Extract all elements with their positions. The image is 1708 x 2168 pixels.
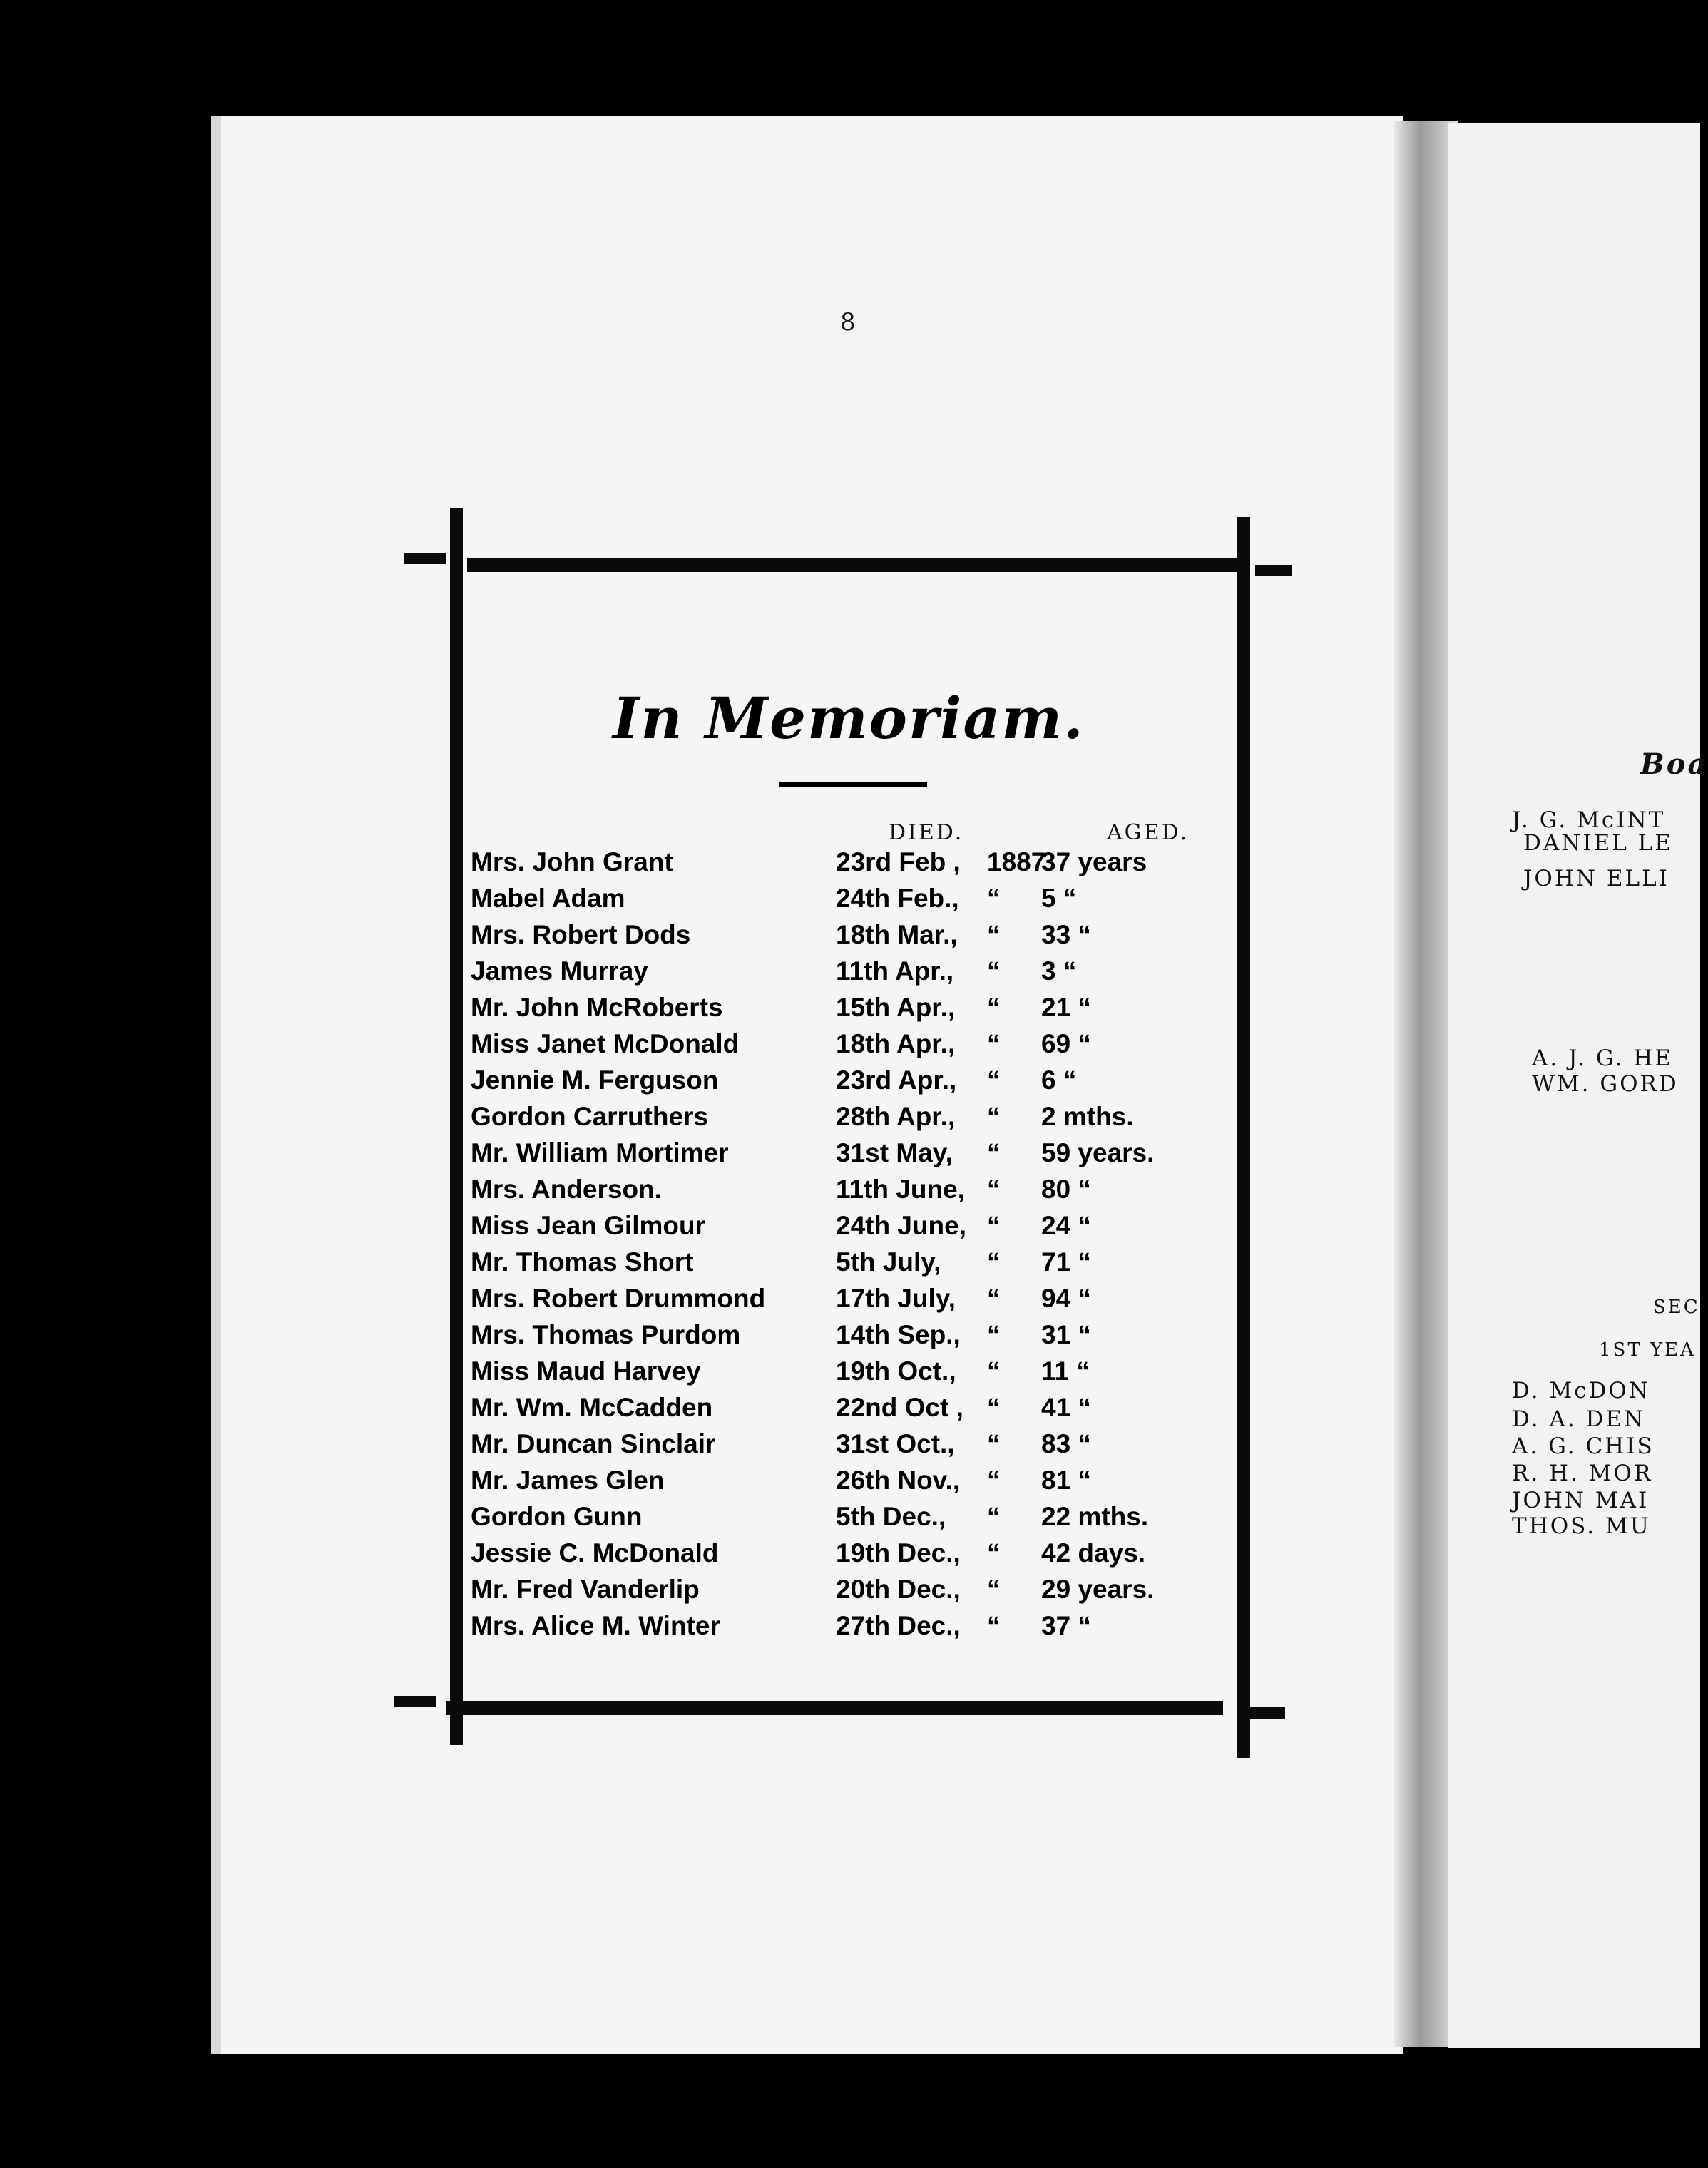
entry-date: 22nd Oct , bbox=[836, 1393, 963, 1422]
entry-date: 11th Apr., bbox=[836, 956, 954, 986]
entry-name: Gordon Carruthers bbox=[471, 1102, 709, 1131]
entry-date: 20th Dec., bbox=[836, 1575, 961, 1604]
entry-year: “ bbox=[987, 1138, 1001, 1167]
entry-name: James Murray bbox=[471, 956, 648, 986]
list-item bbox=[471, 1247, 1227, 1284]
entry-year: “ bbox=[987, 1393, 1001, 1422]
border-bottom-left-stub bbox=[394, 1696, 436, 1707]
right-page-heading: Boa bbox=[1640, 747, 1708, 781]
entry-date: 14th Sep., bbox=[836, 1320, 961, 1349]
entry-name: Miss Jean Gilmour bbox=[471, 1211, 705, 1240]
list-item bbox=[471, 1429, 1227, 1466]
entry-name: Mrs. John Grant bbox=[471, 847, 673, 876]
right-page-line: D. A. DEN bbox=[1512, 1406, 1646, 1432]
list-item bbox=[471, 847, 1227, 884]
entry-name: Mr. Wm. McCadden bbox=[471, 1393, 713, 1422]
list-item bbox=[471, 1320, 1227, 1356]
list-item bbox=[471, 1502, 1227, 1538]
list-item bbox=[471, 1284, 1227, 1320]
entry-date: 27th Dec., bbox=[836, 1611, 961, 1640]
entry-date: 19th Dec., bbox=[836, 1538, 961, 1568]
entry-date: 24th Feb., bbox=[836, 884, 959, 913]
column-header-died: DIED. bbox=[889, 820, 964, 845]
entry-year: “ bbox=[987, 884, 1001, 913]
list-item bbox=[471, 1356, 1227, 1393]
entry-age: 71 “ bbox=[1041, 1247, 1091, 1277]
entry-year: “ bbox=[987, 1102, 1001, 1131]
entry-name: Mr. James Glen bbox=[471, 1466, 665, 1495]
entry-date: 17th July, bbox=[836, 1284, 956, 1313]
entry-year: “ bbox=[987, 1247, 1001, 1277]
entry-name: Mrs. Robert Dods bbox=[471, 920, 691, 949]
entry-name: Mrs. Anderson. bbox=[471, 1175, 662, 1204]
entry-age: 29 years. bbox=[1041, 1575, 1155, 1604]
entry-date: 15th Apr., bbox=[836, 993, 956, 1022]
list-item bbox=[471, 884, 1227, 920]
entry-age: 80 “ bbox=[1041, 1175, 1091, 1204]
entry-name: Mrs. Thomas Purdom bbox=[471, 1320, 741, 1349]
entry-age: 22 mths. bbox=[1041, 1502, 1149, 1531]
entry-year: “ bbox=[987, 956, 1001, 986]
right-page-line: JOHN MAI bbox=[1512, 1488, 1650, 1513]
border-bottom-right-stub bbox=[1242, 1707, 1285, 1719]
list-item bbox=[471, 1138, 1227, 1175]
entry-year: “ bbox=[987, 1611, 1001, 1640]
list-item bbox=[471, 1211, 1227, 1247]
entry-age: 11 “ bbox=[1041, 1356, 1090, 1386]
entry-date: 31st May, bbox=[836, 1138, 953, 1167]
entry-date: 26th Nov., bbox=[836, 1466, 961, 1495]
entry-date: 31st Oct., bbox=[836, 1429, 955, 1458]
entry-year: “ bbox=[987, 1029, 1001, 1058]
entry-year: 1887 bbox=[987, 847, 1046, 876]
list-item bbox=[471, 1538, 1227, 1575]
entry-date: 11th June, bbox=[836, 1175, 965, 1204]
list-item bbox=[471, 1575, 1227, 1611]
list-item bbox=[471, 956, 1227, 993]
entry-name: Mr. Fred Vanderlip bbox=[471, 1575, 700, 1604]
list-item bbox=[471, 1611, 1227, 1647]
entry-age: 2 mths. bbox=[1041, 1102, 1134, 1131]
border-top bbox=[467, 558, 1237, 572]
entry-year: “ bbox=[987, 1175, 1001, 1204]
entry-age: 5 “ bbox=[1041, 884, 1077, 913]
right-page-section: SEC bbox=[1653, 1297, 1700, 1318]
entry-year: “ bbox=[987, 1466, 1001, 1495]
list-item bbox=[471, 1102, 1227, 1138]
entry-name: Miss Maud Harvey bbox=[471, 1356, 701, 1386]
right-page-line: A. G. CHIS bbox=[1512, 1433, 1655, 1459]
right-page-line: JOHN ELLI bbox=[1523, 866, 1669, 891]
entry-age: 37 years bbox=[1041, 847, 1147, 876]
list-item bbox=[471, 1029, 1227, 1065]
entry-age: 69 “ bbox=[1041, 1029, 1091, 1058]
entry-year: “ bbox=[987, 920, 1001, 949]
entry-age: 3 “ bbox=[1041, 956, 1077, 986]
entry-age: 6 “ bbox=[1041, 1065, 1077, 1095]
page-title: In Memoriam. bbox=[613, 685, 1085, 752]
entry-date: 18th Mar., bbox=[836, 920, 958, 949]
entry-year: “ bbox=[987, 1429, 1001, 1458]
page-number: 8 bbox=[840, 308, 856, 337]
title-underline bbox=[779, 782, 927, 787]
entry-year: “ bbox=[987, 1211, 1001, 1240]
entry-name: Miss Janet McDonald bbox=[471, 1029, 740, 1058]
right-page-line: J. G. McINT bbox=[1512, 807, 1666, 833]
list-item bbox=[471, 920, 1227, 956]
entry-date: 23rd Feb , bbox=[836, 847, 961, 876]
entry-name: Mr. Thomas Short bbox=[471, 1247, 694, 1277]
entry-year: “ bbox=[987, 1065, 1001, 1095]
entry-name: Mr. William Mortimer bbox=[471, 1138, 729, 1167]
list-item bbox=[471, 1175, 1227, 1211]
entry-age: 94 “ bbox=[1041, 1284, 1091, 1313]
list-item bbox=[471, 1065, 1227, 1102]
entry-date: 19th Oct., bbox=[836, 1356, 956, 1386]
entry-name: Mr. Duncan Sinclair bbox=[471, 1429, 716, 1458]
right-page-line: WM. GORD bbox=[1532, 1071, 1679, 1097]
entry-date: 5th Dec., bbox=[836, 1502, 946, 1531]
entry-name: Gordon Gunn bbox=[471, 1502, 643, 1531]
entry-year: “ bbox=[987, 1502, 1001, 1531]
right-page-line: R. H. MOR bbox=[1512, 1461, 1653, 1486]
entry-name: Jessie C. McDonald bbox=[471, 1538, 719, 1568]
entry-date: 18th Apr., bbox=[836, 1029, 956, 1058]
list-item bbox=[471, 1393, 1227, 1429]
entry-date: 5th July, bbox=[836, 1247, 941, 1277]
entry-age: 83 “ bbox=[1041, 1429, 1091, 1458]
list-item bbox=[471, 1466, 1227, 1502]
entry-age: 81 “ bbox=[1041, 1466, 1091, 1495]
border-top-right-stub bbox=[1255, 565, 1292, 576]
entry-age: 41 “ bbox=[1041, 1393, 1091, 1422]
entry-age: 31 “ bbox=[1041, 1320, 1091, 1349]
entry-age: 42 days. bbox=[1041, 1538, 1146, 1568]
right-page-line: A. J. G. HE bbox=[1532, 1045, 1673, 1071]
entry-year: “ bbox=[987, 1356, 1001, 1386]
entry-year: “ bbox=[987, 1284, 1001, 1313]
entry-date: 28th Apr., bbox=[836, 1102, 956, 1131]
entry-age: 33 “ bbox=[1041, 920, 1091, 949]
entry-year: “ bbox=[987, 1575, 1001, 1604]
right-page-line: THOS. MU bbox=[1512, 1513, 1651, 1539]
entry-age: 37 “ bbox=[1041, 1611, 1091, 1640]
list-item bbox=[471, 993, 1227, 1029]
entry-name: Mabel Adam bbox=[471, 884, 625, 913]
memoriam-list bbox=[471, 847, 1227, 1647]
entry-age: 24 “ bbox=[1041, 1211, 1091, 1240]
entry-name: Mrs. Robert Drummond bbox=[471, 1284, 766, 1313]
entry-name: Mr. John McRoberts bbox=[471, 993, 723, 1022]
entry-date: 24th June, bbox=[836, 1211, 966, 1240]
entry-name: Jennie M. Ferguson bbox=[471, 1065, 719, 1095]
entry-name: Mrs. Alice M. Winter bbox=[471, 1611, 720, 1640]
right-page-line: D. McDON bbox=[1512, 1378, 1650, 1403]
entry-year: “ bbox=[987, 1320, 1001, 1349]
border-top-left-stub bbox=[404, 553, 446, 564]
entry-age: 21 “ bbox=[1041, 993, 1091, 1022]
entry-age: 59 years. bbox=[1041, 1138, 1155, 1167]
column-header-aged: AGED. bbox=[1107, 820, 1190, 845]
border-bottom bbox=[446, 1701, 1223, 1715]
right-page-line: DANIEL LE bbox=[1523, 830, 1673, 856]
right-page-year: 1ST YEA bbox=[1599, 1339, 1696, 1361]
entry-date: 23rd Apr., bbox=[836, 1065, 957, 1095]
entry-year: “ bbox=[987, 1538, 1001, 1568]
entry-year: “ bbox=[987, 993, 1001, 1022]
